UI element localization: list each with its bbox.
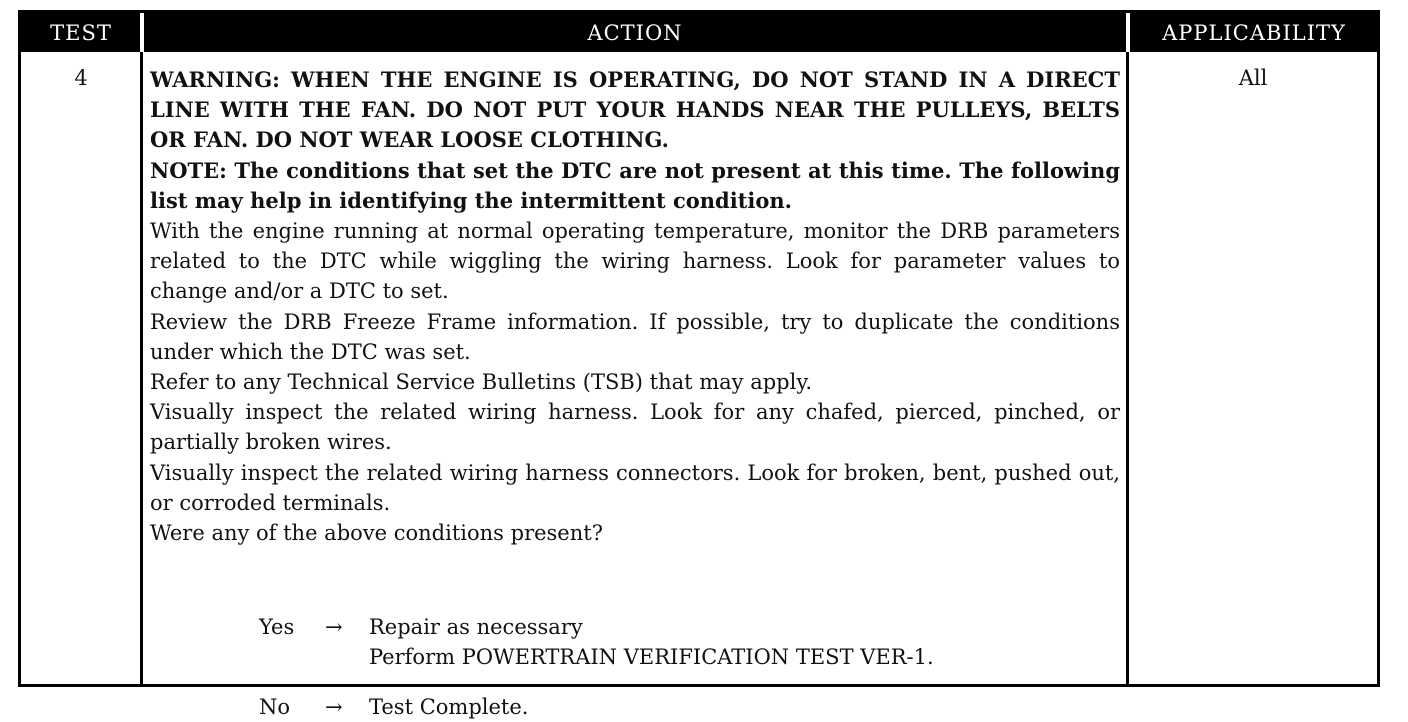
applicability-value: All	[1238, 66, 1268, 90]
test-number: 4	[74, 66, 88, 90]
right-arrow-icon: →	[325, 695, 343, 719]
header-test: TEST	[50, 21, 112, 45]
no-label: No	[259, 695, 291, 719]
column-divider	[1126, 52, 1129, 684]
yes-action	[369, 612, 1069, 672]
yes-action-line: Repair as necessary	[369, 615, 583, 639]
no-action: Test Complete.	[369, 695, 529, 719]
warning-text: WARNING: WHEN THE ENGINE IS OPERATING, DO NOT STAND IN A DIRECT LINE WITH THE FAN. DO NOT PUT YOUR HANDS NEAR THE PULLEYS, BELTS OR FAN. DO NOT WEAR LOOSE CLOTHING.	[150, 67, 1120, 153]
step-text: Visually inspect the related wiring harness connectors. Look for broken, bent, pushed out, or corroded terminals.	[150, 460, 1120, 515]
yes-label: Yes	[259, 615, 295, 639]
note-text: NOTE: The conditions that set the DTC are not present at this time. The following list may help in identifying the intermittent condition.	[150, 157, 1120, 213]
step-text: Refer to any Technical Service Bulletins (TSB) that may apply.	[150, 370, 813, 395]
question-text: Were any of the above conditions present?	[150, 521, 603, 546]
table-header	[21, 13, 1377, 52]
header-applicability: APPLICABILITY	[1162, 21, 1346, 45]
table-row	[21, 52, 1377, 719]
step-text: Review the DRB Freeze Frame information. If possible, try to duplicate the conditions under which the DTC was set.	[150, 309, 1120, 364]
action-cell	[150, 65, 1120, 719]
yes-action-line: Perform POWERTRAIN VERIFICATION TEST VER-1.	[369, 645, 934, 669]
header-action: ACTION	[587, 21, 683, 45]
step-text: Visually inspect the related wiring harness. Look for any chafed, pierced, pinched, or partially broken wires.	[150, 400, 1120, 455]
right-arrow-icon: →	[325, 615, 343, 639]
diagnostic-table	[18, 10, 1380, 719]
step-text: With the engine running at normal operating temperature, monitor the DRB parameters related to the DTC while wiggling the wiring harness. Look for parameter values to change and/or a DTC to set.	[150, 219, 1120, 304]
column-divider	[140, 52, 143, 684]
